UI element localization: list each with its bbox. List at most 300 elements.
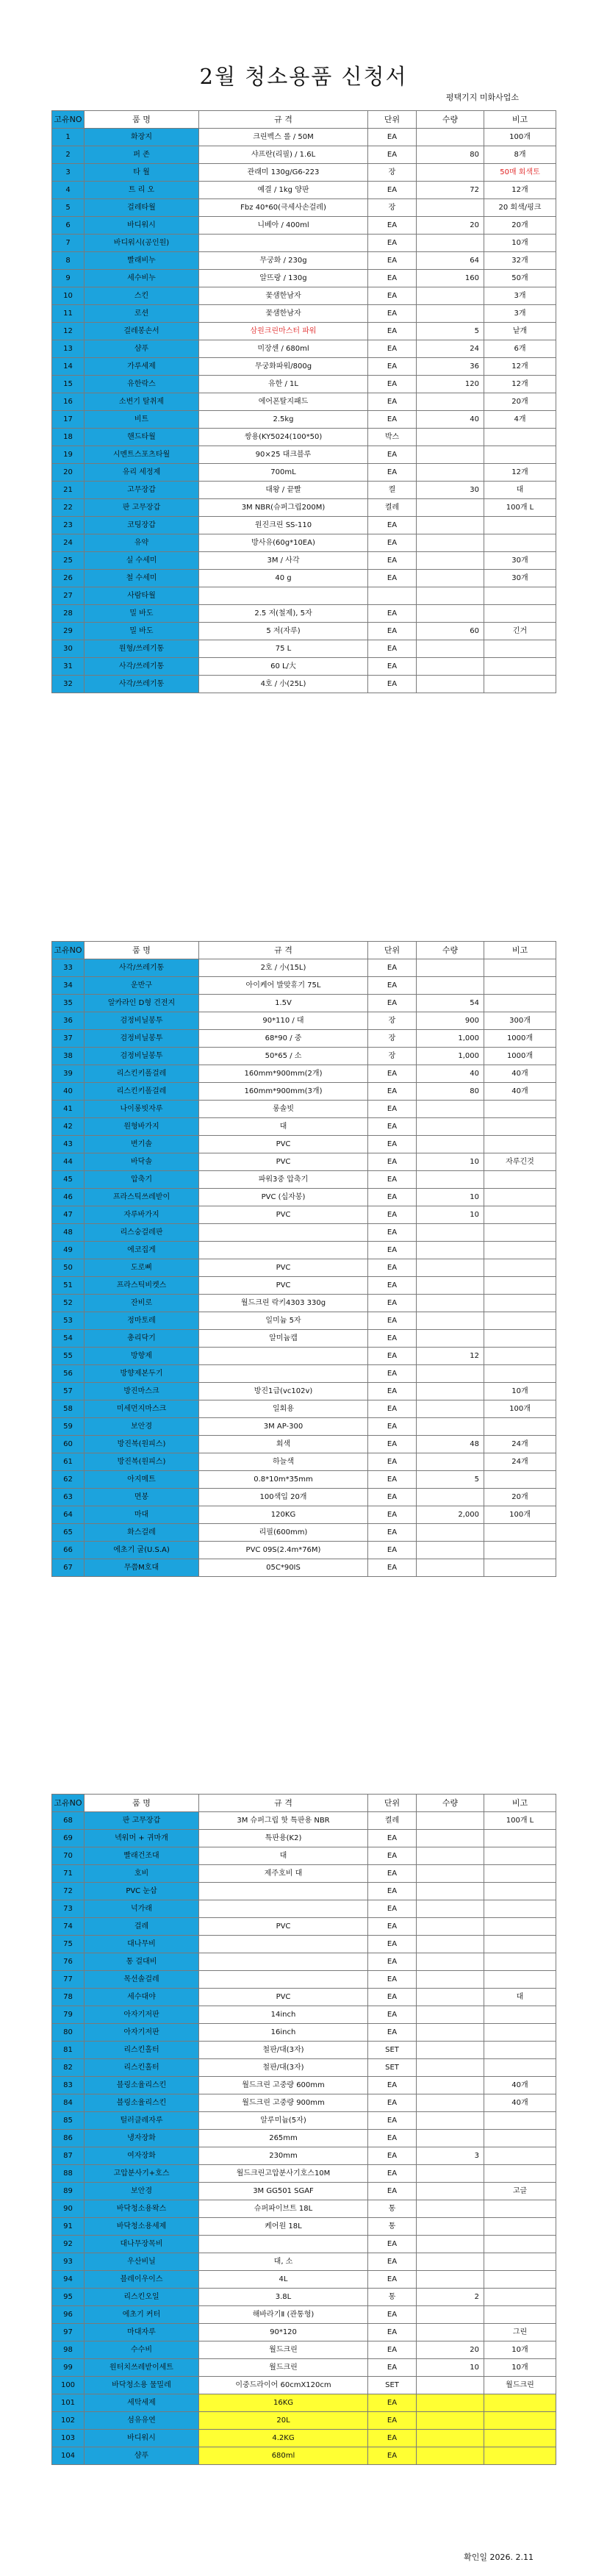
item-spec [199,1953,368,1971]
table-row [52,676,556,693]
table-row [52,1971,556,1989]
item-name: 사각/쓰레기통 [85,676,199,693]
item-unit: EA [368,1171,417,1189]
item-number: 9 [52,270,85,287]
item-qty: 1,000 [417,1030,484,1048]
item-note: 대 [484,482,556,499]
header-no: 고유NO [52,1795,85,1812]
item-note [484,2200,556,2218]
table-row [52,499,556,517]
item-qty [417,1118,484,1136]
item-qty [417,2130,484,2147]
item-number: 104 [52,2447,85,2465]
item-note [484,2394,556,2412]
item-number: 2 [52,146,85,164]
item-number: 95 [52,2289,85,2306]
item-qty [417,959,484,977]
item-note [484,1101,556,1118]
table-row [52,393,556,411]
item-note [484,1883,556,1900]
item-name: 스킨 [85,287,199,305]
item-unit: EA [368,446,417,464]
item-name: 검정비닐봉투 [85,1012,199,1030]
table-row [52,1830,556,1847]
item-spec: 160mm*900mm(3개) [199,1083,368,1101]
item-name: 도로삐 [85,1259,199,1277]
item-qty [417,1865,484,1883]
item-spec: 160mm*900mm(2개) [199,1065,368,1083]
item-unit: EA [368,1883,417,1900]
item-spec: 680ml [199,2447,368,2465]
item-name: 방향제본두기 [85,1365,199,1383]
item-note [484,1471,556,1489]
item-name: 세탁세제 [85,2394,199,2412]
item-number: 6 [52,217,85,235]
item-name: 알카라인 D형 건전지 [85,995,199,1012]
item-qty [417,499,484,517]
item-note [484,2147,556,2165]
item-unit: EA [368,995,417,1012]
table-row [52,1224,556,1242]
item-spec: 크린벡스 롤 / 50M [199,129,368,146]
table-row [52,2130,556,2147]
item-spec [199,1348,368,1365]
table-row [52,1365,556,1383]
item-unit: EA [368,1224,417,1242]
item-name: 보안경 [85,2183,199,2200]
table-row [52,1189,556,1206]
item-name: 방향제 [85,1348,199,1365]
item-qty [417,1847,484,1865]
item-qty [417,1489,484,1506]
item-qty [417,1295,484,1312]
item-qty [417,1383,484,1400]
item-number: 18 [52,429,85,446]
item-number: 17 [52,411,85,429]
item-qty: 12 [417,1348,484,1365]
item-qty [417,2200,484,2218]
table-row [52,1136,556,1153]
item-number: 74 [52,1918,85,1936]
item-note [484,995,556,1012]
item-qty: 120 [417,376,484,393]
item-spec: 월드크린 [199,2359,368,2377]
table-row [52,1348,556,1365]
header-unit: 단위 [368,942,417,959]
item-note [484,2130,556,2147]
table-row [52,252,556,270]
item-qty [417,1136,484,1153]
item-name: 원형바가지 [85,1118,199,1136]
item-number: 5 [52,199,85,217]
item-qty [417,2059,484,2077]
item-spec: 무궁화파워/800g [199,358,368,376]
item-spec: 50*65 / 소 [199,1048,368,1065]
item-spec: 일회용 [199,1400,368,1418]
item-name: 판 고무장갑 [85,1812,199,1830]
item-number: 51 [52,1277,85,1295]
item-qty [417,640,484,658]
item-unit: EA [368,2306,417,2324]
table-row [52,552,556,570]
item-unit: EA [368,640,417,658]
item-note [484,2306,556,2324]
item-number: 11 [52,305,85,323]
item-qty [417,129,484,146]
item-number: 75 [52,1936,85,1953]
item-note [484,977,556,995]
item-qty [417,2042,484,2059]
item-note [484,658,556,676]
item-unit: EA [368,2412,417,2430]
table-row [52,2042,556,2059]
item-number: 99 [52,2359,85,2377]
item-number: 16 [52,393,85,411]
item-unit: EA [368,1348,417,1365]
item-number: 34 [52,977,85,995]
table-row [52,1953,556,1971]
item-name: 넥워머 + 귀마개 [85,1830,199,1847]
item-number: 82 [52,2059,85,2077]
table-row [52,1471,556,1489]
table-row [52,2024,556,2042]
item-unit: EA [368,1277,417,1295]
item-note [484,1418,556,1436]
item-qty: 2 [417,2289,484,2306]
item-name: 리스숭걸레판 [85,1224,199,1242]
item-qty [417,1101,484,1118]
item-qty: 40 [417,411,484,429]
item-number: 78 [52,1989,85,2006]
item-unit: EA [368,2006,417,2024]
item-note [484,1847,556,1865]
item-name: 로션 [85,305,199,323]
item-note: 12개 [484,182,556,199]
item-name: 보안경 [85,1418,199,1436]
item-spec: PVC [199,1259,368,1277]
item-qty [417,446,484,464]
item-spec: 3M AP-300 [199,1418,368,1436]
item-unit: EA [368,129,417,146]
item-spec: 알미늄캡 [199,1330,368,1348]
table-row [52,340,556,358]
item-spec: 3M GG501 SGAF [199,2183,368,2200]
item-spec: 1.5V [199,995,368,1012]
item-unit: EA [368,1400,417,1418]
item-qty [417,1312,484,1330]
item-note: 낱개 [484,323,556,340]
item-qty: 5 [417,323,484,340]
item-unit: EA [368,464,417,482]
item-qty [417,1277,484,1295]
item-name: 리스킨키폴걸레 [85,1083,199,1101]
table-row [52,1847,556,1865]
item-unit: EA [368,2324,417,2341]
table-row [52,1030,556,1048]
item-number: 86 [52,2130,85,2147]
item-number: 3 [52,164,85,182]
item-qty [417,552,484,570]
item-spec: 68*90 / 중 [199,1030,368,1048]
item-name: 샴푸 [85,340,199,358]
item-name: 리스킨홀터 [85,2059,199,2077]
item-note [484,517,556,534]
item-name: PVC 눈삽 [85,1883,199,1900]
item-note [484,2059,556,2077]
item-unit: EA [368,517,417,534]
item-spec: 관래미 130g/G6-223 [199,164,368,182]
table-row [52,217,556,235]
item-spec [199,587,368,605]
table-row [52,640,556,658]
item-spec: 꽃샘한남자 [199,305,368,323]
item-note [484,2271,556,2289]
item-qty [417,2271,484,2289]
item-unit: EA [368,623,417,640]
sheet-page-1 [51,110,556,693]
header-qty: 수량 [417,942,484,959]
sheet-page-2 [51,941,556,1577]
item-unit: EA [368,252,417,270]
item-number: 59 [52,1418,85,1436]
item-qty [417,164,484,182]
item-unit: EA [368,2447,417,2465]
item-spec: 월드크린 락키4303 330g [199,1295,368,1312]
item-number: 29 [52,623,85,640]
item-unit: EA [368,2236,417,2253]
item-number: 20 [52,464,85,482]
item-unit: EA [368,2094,417,2112]
table-row [52,2147,556,2165]
item-spec: 05C*90IS [199,1559,368,1577]
item-qty: 1,000 [417,1048,484,1065]
item-note: 10개 [484,235,556,252]
item-number: 89 [52,2183,85,2200]
item-qty [417,2006,484,2024]
item-note [484,605,556,623]
item-name: 밀 바도 [85,623,199,640]
item-unit: EA [368,1206,417,1224]
item-number: 26 [52,570,85,587]
item-qty: 10 [417,1153,484,1171]
item-note: 4개 [484,411,556,429]
item-name: 우산비닐 [85,2253,199,2271]
item-number: 53 [52,1312,85,1330]
item-note [484,1189,556,1206]
item-note [484,1136,556,1153]
item-spec: 265mm [199,2130,368,2147]
item-unit: 통 [368,2289,417,2306]
item-unit: SET [368,2377,417,2394]
item-unit: EA [368,2359,417,2377]
item-qty: 24 [417,340,484,358]
item-name: 고무장갑 [85,482,199,499]
item-name: 나이롱빗자루 [85,1101,199,1118]
item-unit: EA [368,1506,417,1524]
item-qty [417,1953,484,1971]
item-number: 98 [52,2341,85,2359]
item-number: 41 [52,1101,85,1118]
item-name: 리스킨키폴걸레 [85,1065,199,1083]
item-note: 12개 [484,464,556,482]
item-unit: EA [368,534,417,552]
header-name: 품 명 [85,942,199,959]
item-unit: EA [368,1259,417,1277]
item-qty [417,676,484,693]
item-note: 월드크린 [484,2377,556,2394]
item-number: 69 [52,1830,85,1847]
table-row [52,1065,556,1083]
item-spec: 3.8L [199,2289,368,2306]
item-unit: EA [368,1542,417,1559]
item-unit [368,587,417,605]
table-row [52,1048,556,1065]
item-note: 1000개 [484,1048,556,1065]
item-note [484,1277,556,1295]
item-unit: EA [368,1918,417,1936]
item-spec: PVC [199,1918,368,1936]
item-number: 19 [52,446,85,464]
item-number: 55 [52,1348,85,1365]
table-row [52,2306,556,2324]
item-note: 10개 [484,2359,556,2377]
item-qty [417,2218,484,2236]
item-name: 에초기 굴(U.S.A) [85,1542,199,1559]
table-row [52,2394,556,2412]
header-qty: 수량 [417,111,484,129]
item-note [484,2112,556,2130]
item-number: 77 [52,1971,85,1989]
item-unit: EA [368,1383,417,1400]
item-unit: 장 [368,199,417,217]
item-unit: EA [368,358,417,376]
item-number: 31 [52,658,85,676]
item-name: 화스걸레 [85,1524,199,1542]
item-spec: 2.5kg [199,411,368,429]
item-spec: PVC [199,1277,368,1295]
item-note: 대 [484,1989,556,2006]
item-unit: EA [368,1524,417,1542]
item-qty [417,977,484,995]
item-name: 바디워시(공인원) [85,235,199,252]
table-row [52,1118,556,1136]
item-name: 변기솔 [85,1136,199,1153]
header-no: 고유NO [52,111,85,129]
item-spec: 4호 / 小(25L) [199,676,368,693]
table-row [52,995,556,1012]
item-qty: 5 [417,1471,484,1489]
table-row [52,270,556,287]
item-spec: 5 저(자루) [199,623,368,640]
item-number: 65 [52,1524,85,1542]
item-name: 바닥솔 [85,1153,199,1171]
item-unit: 통 [368,2200,417,2218]
item-unit: EA [368,1295,417,1312]
item-note [484,1224,556,1242]
item-note [484,1953,556,1971]
item-unit: EA [368,2147,417,2165]
item-unit: EA [368,570,417,587]
item-note: 그린 [484,2324,556,2341]
item-number: 1 [52,129,85,146]
item-note: 100개 [484,1506,556,1524]
item-unit: EA [368,977,417,995]
item-unit: EA [368,1330,417,1348]
table-row [52,1259,556,1277]
item-spec: PVC (십자봉) [199,1189,368,1206]
table-row [52,2253,556,2271]
table-row [52,570,556,587]
item-note: 100개 L [484,1812,556,1830]
item-spec: 방진1급(vc102v) [199,1383,368,1400]
item-unit: EA [368,2394,417,2412]
table-row [52,2218,556,2236]
item-number: 94 [52,2271,85,2289]
item-unit: EA [368,605,417,623]
item-name: 아자기저판 [85,2024,199,2042]
item-note [484,1971,556,1989]
item-note: 3개 [484,287,556,305]
item-name: 방진복(원피스) [85,1436,199,1453]
item-spec: 대왕 / 끝빨 [199,482,368,499]
item-note [484,1524,556,1542]
item-qty [417,2324,484,2341]
item-number: 39 [52,1065,85,1083]
table-row [52,1101,556,1118]
table-row [52,1153,556,1171]
item-spec: 14inch [199,2006,368,2024]
item-unit: 통 [368,2218,417,2236]
item-note: 24개 [484,1436,556,1453]
table-row [52,2059,556,2077]
item-note: 10개 [484,1383,556,1400]
item-number: 12 [52,323,85,340]
item-number: 10 [52,287,85,305]
table-row [52,1436,556,1453]
table-row [52,2077,556,2094]
item-spec: 하늘색 [199,1453,368,1471]
header-spec: 규 격 [199,111,368,129]
table-row [52,129,556,146]
item-spec [199,1365,368,1383]
item-unit: EA [368,146,417,164]
item-unit: SET [368,2059,417,2077]
item-name: 블레이우이스 [85,2271,199,2289]
item-number: 15 [52,376,85,393]
item-name: 바닥청소용세제 [85,2218,199,2236]
header-unit: 단위 [368,111,417,129]
item-number: 62 [52,1471,85,1489]
item-name: 샴푸 [85,2447,199,2465]
item-number: 96 [52,2306,85,2324]
item-unit: EA [368,1436,417,1453]
item-name: 바디워시 [85,2430,199,2447]
item-qty: 30 [417,482,484,499]
table-row [52,446,556,464]
item-qty [417,2253,484,2271]
item-name: 트 리 오 [85,182,199,199]
item-name: 빨래비누 [85,252,199,270]
item-name: 목선솔걸레 [85,1971,199,1989]
item-unit: 박스 [368,429,417,446]
item-unit: EA [368,959,417,977]
item-number: 66 [52,1542,85,1559]
item-unit: EA [368,235,417,252]
item-spec: 유한 / 1L [199,376,368,393]
table-row [52,1400,556,1418]
item-note [484,1900,556,1918]
item-note [484,1312,556,1330]
